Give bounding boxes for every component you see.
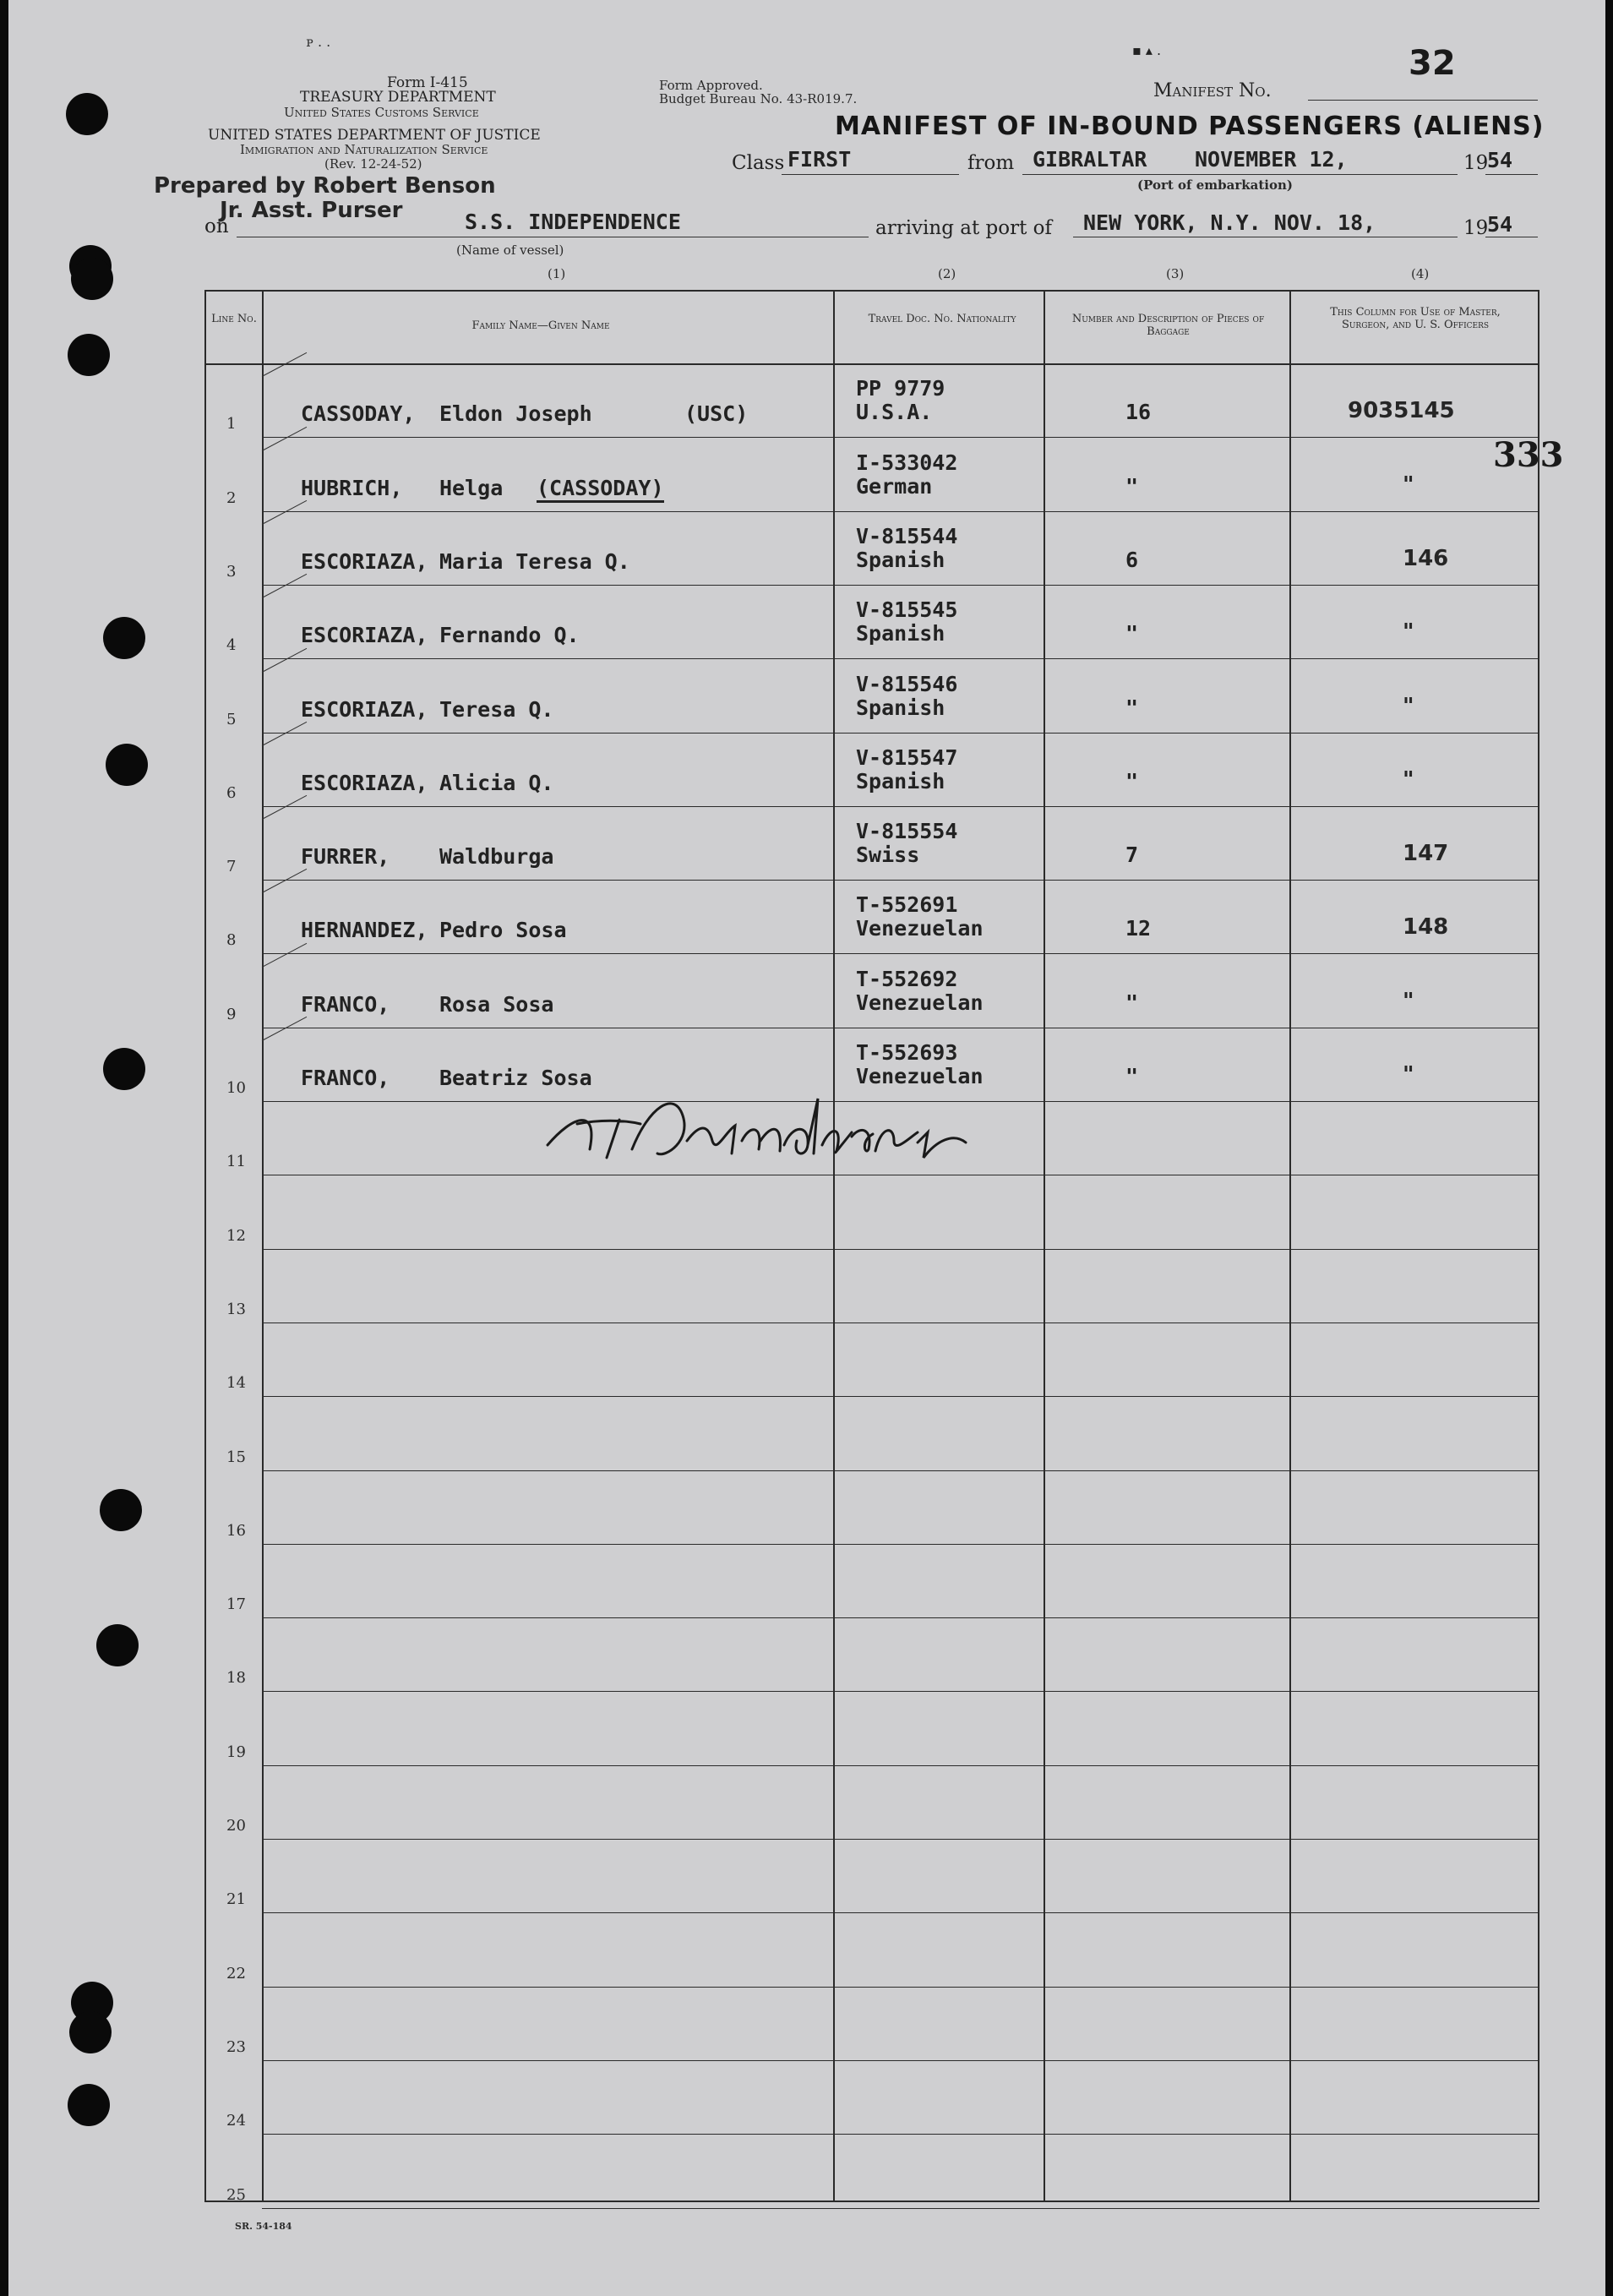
row-divider bbox=[262, 806, 1539, 807]
family-name: ESCORIAZA, bbox=[301, 623, 428, 647]
form-approved: Form Approved. bbox=[659, 78, 763, 93]
nationality: Spanish bbox=[856, 695, 945, 720]
year-underline bbox=[1485, 174, 1538, 175]
family-name: ESCORIAZA, bbox=[301, 697, 428, 722]
signature bbox=[539, 1073, 995, 1175]
officer-note: " bbox=[1403, 619, 1414, 645]
row-divider bbox=[262, 733, 1539, 734]
officer-note: 9035145 bbox=[1348, 398, 1455, 423]
given-name: Rosa Sosa bbox=[439, 992, 554, 1017]
class-label: Class bbox=[732, 152, 785, 174]
year-prefix: 19 bbox=[1463, 152, 1489, 174]
family-name: HERNANDEZ, bbox=[301, 918, 428, 942]
line-number: 14 bbox=[226, 1374, 246, 1392]
family-name: HUBRICH, bbox=[301, 476, 403, 500]
baggage-count: 12 bbox=[1125, 916, 1152, 941]
header-divider bbox=[204, 363, 1539, 365]
travel-doc-no: I-533042 bbox=[856, 450, 958, 475]
header-name: Family Name—Given Name bbox=[471, 319, 610, 332]
row-divider bbox=[262, 511, 1539, 512]
officer-note: " bbox=[1403, 1062, 1414, 1088]
manifest-no-label: Manifest No. bbox=[1153, 80, 1272, 101]
punch-hole bbox=[69, 2011, 112, 2053]
baggage-count: " bbox=[1125, 621, 1139, 646]
line-number: 24 bbox=[226, 2112, 246, 2130]
punch-hole bbox=[100, 1489, 142, 1531]
line-number: 25 bbox=[226, 2186, 246, 2204]
stamped-number: 333 bbox=[1493, 435, 1564, 475]
line-number: 15 bbox=[226, 1448, 246, 1466]
ins-service: Immigration and Naturalization Service bbox=[240, 142, 488, 157]
nationality: German bbox=[856, 474, 933, 499]
punch-hole bbox=[106, 744, 148, 786]
row-divider bbox=[262, 953, 1539, 954]
stray-marks: ᴘ . . bbox=[306, 34, 331, 50]
travel-doc-no: PP 9779 bbox=[856, 376, 945, 401]
travel-doc-no: V-815545 bbox=[856, 597, 958, 622]
officer-note: 148 bbox=[1403, 914, 1449, 940]
table-bottom-border bbox=[204, 2201, 1539, 2202]
travel-doc-no: T-552693 bbox=[856, 1040, 958, 1065]
budget-bureau: Budget Bureau No. 43-R019.7. bbox=[659, 91, 858, 106]
given-name: Teresa Q. bbox=[439, 697, 554, 722]
line-number: 20 bbox=[226, 1817, 246, 1835]
line-number: 13 bbox=[226, 1301, 246, 1318]
treasury-dept: TREASURY DEPARTMENT bbox=[300, 89, 496, 106]
row-divider bbox=[262, 1470, 1539, 1471]
col-divider bbox=[833, 290, 835, 2201]
family-name: CASSODAY, bbox=[301, 401, 416, 426]
given-name: Alicia Q. bbox=[439, 771, 554, 795]
line-number: 5 bbox=[226, 711, 237, 728]
baggage-count: " bbox=[1125, 990, 1139, 1015]
class-value: FIRST bbox=[787, 147, 852, 172]
manifest-page bbox=[8, 0, 1605, 2296]
line-number: 12 bbox=[226, 1227, 246, 1245]
year-suffix: 54 bbox=[1487, 148, 1513, 172]
nationality: Venezuelan bbox=[856, 990, 984, 1015]
line-number: 19 bbox=[226, 1743, 246, 1761]
baggage-count: 6 bbox=[1125, 548, 1139, 572]
year-prefix: 19 bbox=[1463, 217, 1489, 239]
class-underline bbox=[782, 174, 959, 175]
travel-doc-no: V-815547 bbox=[856, 745, 958, 770]
punch-hole bbox=[68, 2084, 110, 2126]
baggage-count: 16 bbox=[1125, 400, 1152, 424]
baggage-count: " bbox=[1125, 474, 1139, 499]
nationality: Spanish bbox=[856, 769, 945, 794]
family-name: ESCORIAZA, bbox=[301, 549, 428, 574]
travel-doc-no: V-815546 bbox=[856, 672, 958, 696]
embark-port: GIBRALTAR bbox=[1033, 147, 1147, 172]
arriving-label: arriving at port of bbox=[875, 217, 1052, 239]
travel-doc-no: T-552692 bbox=[856, 967, 958, 991]
name-note: (USC) bbox=[684, 401, 749, 426]
line-number: 9 bbox=[226, 1006, 237, 1023]
row-divider bbox=[262, 1249, 1539, 1250]
row-divider bbox=[262, 437, 1539, 438]
line-number: 23 bbox=[226, 2038, 246, 2056]
row-divider bbox=[262, 1839, 1539, 1840]
port-embark-label: (Port of embarkation) bbox=[1137, 177, 1293, 193]
row-divider bbox=[262, 1617, 1539, 1618]
officer-note: " bbox=[1403, 767, 1414, 793]
family-name: FURRER, bbox=[301, 844, 390, 869]
line-number: 22 bbox=[226, 1965, 246, 1982]
header-travel-doc: Travel Doc. No. Nationality bbox=[868, 313, 1016, 325]
check-mark bbox=[262, 574, 307, 598]
line-number: 7 bbox=[226, 858, 237, 875]
col-divider bbox=[1044, 290, 1045, 2201]
travel-doc-no: T-552691 bbox=[856, 892, 958, 917]
row-divider bbox=[262, 585, 1539, 586]
col-num-1: (1) bbox=[548, 266, 566, 281]
nationality: Venezuelan bbox=[856, 916, 984, 941]
line-number: 2 bbox=[226, 489, 237, 507]
on-label: on bbox=[204, 215, 229, 237]
family-name: ESCORIAZA, bbox=[301, 771, 428, 795]
footer-code: SR. 54-184 bbox=[235, 2221, 292, 2232]
line-number: 10 bbox=[226, 1079, 246, 1097]
row-divider bbox=[262, 658, 1539, 659]
check-mark bbox=[262, 869, 307, 893]
line-number: 8 bbox=[226, 931, 237, 949]
revision-date: (Rev. 12-24-52) bbox=[324, 156, 422, 172]
header-line-no: Line No. bbox=[211, 313, 257, 325]
line-number: 21 bbox=[226, 1890, 246, 1908]
manifest-title: MANIFEST OF IN-BOUND PASSENGERS (ALIENS) bbox=[835, 112, 1545, 141]
vessel-name: S.S. INDEPENDENCE bbox=[465, 210, 681, 234]
table-left-border bbox=[204, 290, 206, 2201]
line-number: 1 bbox=[226, 415, 237, 433]
nationality: Spanish bbox=[856, 548, 945, 572]
row-divider bbox=[262, 1396, 1539, 1397]
header-officers: This Column for Use of Master, Surgeon, and U. S. Officers bbox=[1330, 306, 1501, 331]
punch-hole bbox=[96, 1624, 139, 1666]
travel-doc-no: V-815554 bbox=[856, 819, 958, 843]
officer-note: " bbox=[1403, 989, 1414, 1014]
nationality: Venezuelan bbox=[856, 1064, 984, 1088]
table-top-border bbox=[204, 290, 1539, 292]
col-num-4: (4) bbox=[1411, 266, 1430, 281]
line-number: 3 bbox=[226, 563, 237, 581]
check-mark bbox=[262, 1017, 307, 1041]
baggage-count: " bbox=[1125, 1064, 1139, 1088]
nationality: Swiss bbox=[856, 843, 920, 867]
given-name: Fernando Q. bbox=[439, 623, 580, 647]
given-name: Eldon Joseph bbox=[439, 401, 592, 426]
check-mark bbox=[262, 795, 307, 820]
given-name: Pedro Sosa bbox=[439, 918, 567, 942]
stray-marks: ▪ ▴ . bbox=[1132, 42, 1162, 58]
travel-doc-no: V-815544 bbox=[856, 524, 958, 548]
name-note: (CASSODAY) bbox=[537, 476, 664, 503]
given-name: Helga bbox=[439, 476, 504, 500]
col-num-3: (3) bbox=[1166, 266, 1185, 281]
row-divider bbox=[262, 1544, 1539, 1545]
row-divider bbox=[262, 2060, 1539, 2061]
departure-date: NOVEMBER 12, bbox=[1195, 147, 1348, 172]
given-name: Beatriz Sosa bbox=[439, 1066, 592, 1090]
check-mark bbox=[262, 427, 307, 451]
given-name: Waldburga bbox=[439, 844, 554, 869]
punch-hole bbox=[71, 258, 113, 300]
row-divider bbox=[262, 1912, 1539, 1913]
line-number: 18 bbox=[226, 1669, 246, 1687]
col-num-2: (2) bbox=[938, 266, 956, 281]
nationality: U.S.A. bbox=[856, 400, 933, 424]
officer-note: 147 bbox=[1403, 841, 1449, 866]
line-number: 17 bbox=[226, 1595, 246, 1613]
header-baggage: Number and Description of Pieces of Baggage bbox=[1071, 313, 1265, 338]
row-divider bbox=[262, 2134, 1539, 2135]
manifest-number: 32 bbox=[1409, 44, 1456, 83]
check-mark bbox=[262, 500, 307, 525]
col-divider bbox=[1289, 290, 1291, 2201]
line-number: 16 bbox=[226, 1522, 246, 1540]
check-mark bbox=[262, 648, 307, 673]
line-number: 6 bbox=[226, 784, 237, 802]
row-divider bbox=[262, 1765, 1539, 1766]
family-name: FRANCO, bbox=[301, 1066, 390, 1090]
check-mark bbox=[262, 722, 307, 746]
family-name: FRANCO, bbox=[301, 992, 390, 1017]
row-divider bbox=[262, 880, 1539, 881]
baggage-count: " bbox=[1125, 769, 1139, 794]
from-underline bbox=[1022, 174, 1458, 175]
form-number: Form I-415 bbox=[387, 74, 468, 91]
nationality: Spanish bbox=[856, 621, 945, 646]
arrival-port: NEW YORK, N.Y. NOV. 18, bbox=[1083, 210, 1376, 235]
year-suffix: 54 bbox=[1487, 212, 1513, 237]
officer-note: " bbox=[1403, 472, 1414, 498]
prepared-title: Jr. Asst. Purser bbox=[220, 198, 403, 223]
punch-hole bbox=[66, 93, 108, 135]
vessel-label: (Name of vessel) bbox=[456, 243, 564, 258]
line-number: 11 bbox=[226, 1153, 246, 1170]
punch-hole bbox=[103, 617, 145, 659]
col-divider bbox=[262, 290, 264, 2201]
manifest-no-underline bbox=[1308, 100, 1538, 101]
table-right-border bbox=[1538, 290, 1539, 2201]
baggage-count: 7 bbox=[1125, 843, 1139, 867]
punch-hole bbox=[103, 1048, 145, 1090]
given-name: Maria Teresa Q. bbox=[439, 549, 630, 574]
check-mark bbox=[262, 943, 307, 968]
prepared-by: Prepared by Robert Benson bbox=[154, 173, 496, 199]
row-divider bbox=[262, 1987, 1539, 1988]
justice-dept: UNITED STATES DEPARTMENT OF JUSTICE bbox=[208, 127, 541, 144]
officer-note: " bbox=[1403, 694, 1414, 719]
row-divider bbox=[262, 2208, 1539, 2209]
line-number: 4 bbox=[226, 636, 237, 654]
punch-hole bbox=[68, 334, 110, 376]
row-divider bbox=[262, 1691, 1539, 1692]
officer-note: 146 bbox=[1403, 546, 1449, 571]
baggage-count: " bbox=[1125, 695, 1139, 720]
from-label: from bbox=[967, 152, 1015, 174]
customs-service: United States Customs Service bbox=[284, 105, 479, 120]
